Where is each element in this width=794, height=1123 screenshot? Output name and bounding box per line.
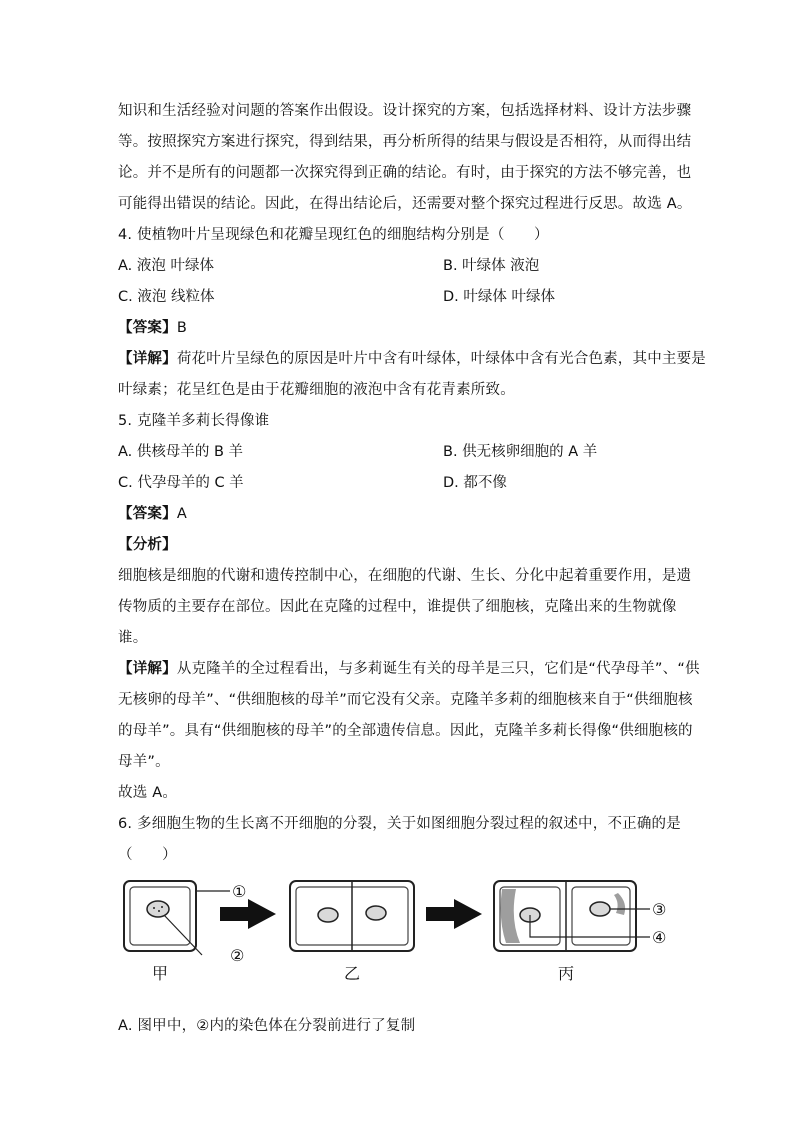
q5-option-a: A. 供核母羊的 B 羊 bbox=[118, 444, 244, 460]
arrow-2-icon bbox=[426, 899, 482, 929]
q5-stem: 5. 克隆羊多莉长得像谁 bbox=[118, 413, 270, 429]
q5-detail-text-1: 从克隆羊的全过程看出，与多莉诞生有关的母羊是三只，它们是“代孕母羊”、“供 bbox=[176, 661, 700, 677]
q5-answer bbox=[118, 499, 678, 530]
q4-answer-value: B bbox=[176, 320, 187, 336]
cell-yi bbox=[290, 881, 414, 951]
document-page bbox=[118, 96, 707, 1042]
q4-option-b: B. 叶绿体 液泡 bbox=[443, 258, 540, 274]
q4-stem: 4. 使植物叶片呈现绿色和花瓣呈现红色的细胞结构分别是（ ） bbox=[118, 227, 549, 243]
q4-detail-tag: 【详解】 bbox=[118, 351, 177, 367]
q4-options-row-1 bbox=[118, 251, 678, 282]
q5-detail-tag: 【详解】 bbox=[118, 661, 177, 677]
q6-option-a: A. 图甲中，②内的染色体在分裂前进行了复制 bbox=[118, 1018, 416, 1034]
q4-detail-line-2: 叶绿素；花呈红色是由于花瓣细胞的液泡中含有花青素所致。 bbox=[118, 382, 515, 398]
intro-line-4: 可能得出错误的结论。因此，在得出结论后，还需要对整个探究过程进行反思。故选 A。 bbox=[118, 196, 692, 212]
q5-answer-tag: 【答案】 bbox=[118, 506, 177, 522]
marker-2: ② bbox=[230, 946, 245, 965]
intro-line-2: 等。按照探究方案进行探究，得到结果，再分析所得的结果与假设是否相符，从而得出结 bbox=[118, 134, 692, 150]
q4-option-d: D. 叶绿体 叶绿体 bbox=[443, 289, 555, 305]
q5-detail-line-1 bbox=[118, 654, 700, 685]
q5-detail-line-4: 母羊”。 bbox=[118, 754, 170, 770]
q4-options-row-2 bbox=[118, 282, 678, 313]
q5-analysis-tag: 【分析】 bbox=[118, 537, 177, 553]
q5-conclusion: 故选 A。 bbox=[118, 785, 178, 801]
figure-label-jia: 甲 bbox=[152, 964, 169, 983]
q6-stem-line-1: 6. 多细胞生物的生长离不开细胞的分裂，关于如图细胞分裂过程的叙述中，不正确的是 bbox=[118, 816, 681, 832]
q4-answer-tag: 【答案】 bbox=[118, 320, 177, 336]
marker-1: ① bbox=[232, 882, 247, 901]
arrow-1-icon bbox=[220, 899, 276, 929]
q5-option-b: B. 供无核卵细胞的 A 羊 bbox=[443, 444, 598, 460]
q5-analysis-line-3: 谁。 bbox=[118, 630, 148, 646]
q5-analysis-tag-line bbox=[118, 530, 678, 561]
cell-division-figure bbox=[118, 879, 678, 1009]
q4-option-c: C. 液泡 线粒体 bbox=[118, 289, 215, 305]
marker-3: ③ bbox=[652, 900, 667, 919]
cell-jia bbox=[124, 881, 230, 955]
intro-line-3: 论。并不是所有的问题都一次探究得到正确的结论。有时，由于探究的方法不够完善，也 bbox=[118, 165, 692, 181]
intro-line-1: 知识和生活经验对问题的答案作出假设。设计探究的方案，包括选择材料、设计方法步骤 bbox=[118, 103, 692, 119]
q4-option-a: A. 液泡 叶绿体 bbox=[118, 258, 214, 274]
q5-option-c: C. 代孕母羊的 C 羊 bbox=[118, 475, 244, 491]
q4-detail-line-1 bbox=[118, 344, 707, 375]
q4-answer bbox=[118, 313, 678, 344]
cell-bing bbox=[494, 881, 650, 951]
figure-label-bing: 丙 bbox=[558, 964, 575, 983]
q5-options-row-1 bbox=[118, 437, 678, 468]
q5-analysis-line-2: 传物质的主要存在部位。因此在克隆的过程中，谁提供了细胞核，克隆出来的生物就像 bbox=[118, 599, 677, 615]
q5-options-row-2 bbox=[118, 468, 678, 499]
q5-detail-line-2: 无核卵的母羊”、“供细胞核的母羊”而它没有父亲。克隆羊多莉的细胞核来自于“供细胞核 bbox=[118, 692, 693, 708]
q5-detail-line-3: 的母羊”。具有“供细胞核的母羊”的全部遗传信息。因此，克隆羊多莉长得像“供细胞核的 bbox=[118, 723, 693, 739]
q5-analysis-line-1: 细胞核是细胞的代谢和遗传控制中心，在细胞的代谢、生长、分化中起着重要作用，是遗 bbox=[118, 568, 692, 584]
figure-label-yi: 乙 bbox=[344, 964, 361, 983]
q5-option-d: D. 都不像 bbox=[443, 475, 507, 491]
q4-detail-text-1: 荷花叶片呈绿色的原因是叶片中含有叶绿体，叶绿体中含有光合色素，其中主要是 bbox=[176, 351, 707, 367]
q5-answer-value: A bbox=[176, 506, 187, 522]
marker-4: ④ bbox=[652, 928, 667, 947]
cell-division-diagram bbox=[118, 879, 678, 1009]
q6-stem-line-2: （ ） bbox=[118, 847, 177, 863]
